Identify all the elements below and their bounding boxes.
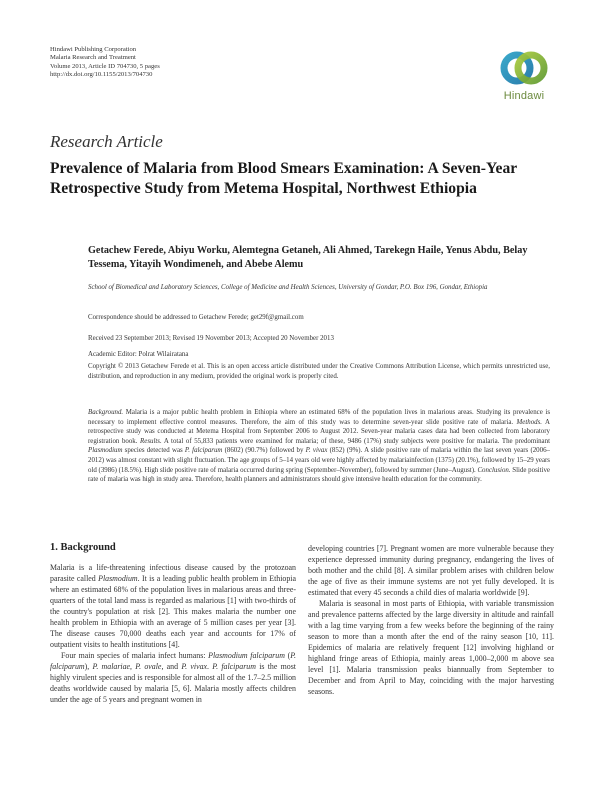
- text-run: ,: [130, 662, 136, 671]
- hindawi-logo-icon: [496, 44, 552, 90]
- species-name: P. falciparum: [212, 662, 256, 671]
- body-column-right: [308, 543, 554, 697]
- history-dates: Received 23 September 2013; Revised 19 November 2013; Accepted 20 November 2013: [88, 335, 334, 342]
- body-column-left: [50, 562, 296, 705]
- abstract-results-d: (852) (9%). A slide positive rate of malaria within the last seven years (2006–2012) was almost constant with slight fluctuation. The age groups of 5–14 years old were highly affected by malariainfection (1375) (20.1%), followed by 15–29 years old (3986) (18.5%). High slide positive rate of malaria occurred during spring (September–November), followed by summer (June–August).: [88, 447, 550, 474]
- hindawi-logo: [496, 44, 552, 110]
- author-list: Getachew Ferede, Abiyu Worku, Alemtegna Getaneh, Ali Ahmed, Tarekegn Haile, Yenus Abdu, Belay Tessema, Yitayih Wondimeneh, and Abebe Alemu: [88, 245, 528, 270]
- publisher: Hindawi Publishing Corporation: [50, 46, 137, 53]
- species-name: Plasmodium falciparum: [208, 651, 285, 660]
- abstract-pf: P. falciparum: [184, 447, 223, 455]
- abstract-background-label: Background.: [88, 409, 124, 416]
- academic-editor: Academic Editor: Polrat Wilairatana: [88, 351, 189, 358]
- abstract-results-c: (8602) (90.7%) followed by: [222, 447, 306, 455]
- abstract-conclusion-label: Conclusion.: [477, 466, 511, 474]
- text-run: . It is a leading public health problem in Ethiopia where an estimated 68% of the population lives in malarious areas and three-quarters of the total land mass is regarded as malarious [1] with two-thirds of the country's population at risk [2]. This makes malaria the number one health problem in Ethiopia with an average of 5 million cases per year [3]. The disease causes 70,000 deaths each year and accounts for 17% of outpatient visits to health institutions [4].: [50, 574, 296, 649]
- paragraph: [50, 650, 296, 705]
- text-run: is the most highly virulent species and is responsible for almost all of the 1.7–2.5 million deaths worldwide caused by malaria [5, 6]. Malaria mostly affects children under the age of 5 years and pregnant women in: [50, 662, 296, 704]
- species-name: P. malariae: [92, 662, 131, 671]
- abstract-pv: P. vivax: [305, 447, 328, 455]
- article-type: Research Article: [50, 132, 163, 151]
- abstract: [88, 408, 550, 485]
- abstract-results-b: species detected was: [122, 447, 185, 455]
- text-run: .: [207, 662, 213, 671]
- abstract-methods-label: Methods.: [516, 418, 542, 426]
- paragraph: [50, 562, 296, 650]
- journal-header: [50, 46, 160, 80]
- section-heading: 1. Background: [50, 542, 116, 553]
- hindawi-logo-text: Hindawi: [503, 90, 545, 102]
- abstract-results-label: Results.: [140, 437, 162, 445]
- text-run: Malaria is a life-threatening infectious disease caused by the protozoan parasite called: [50, 563, 296, 583]
- species-name: P. falciparum: [50, 651, 296, 671]
- paragraph: Malaria is seasonal in most parts of Ethiopia, with variable transmission and prevalence patterns affected by the large diversity in altitude and rainfall with a lag time varying from a few weeks before the beginning of the rainy season to more than a month after the end of the rainy season [10, 11]. Epidemics of malaria are relatively frequent [12] involving highland or highland fringe areas of Ethiopia, mainly areas 1,000–2,000 m above sea level [1]. Malaria transmission peaks biannually from September to December and from April to May, coinciding with the major harvesting seasons.: [308, 599, 554, 696]
- species-name: P. ovale: [135, 662, 162, 671]
- article-title: Prevalence of Malaria from Blood Smears Examination: A Seven-Year Retrospective Study from Metema Hospital, Northwest Ethiopia: [50, 160, 517, 197]
- text-run: ),: [84, 662, 93, 671]
- species-name: Plasmodium: [98, 574, 138, 583]
- abstract-conclusion: Slide positive rate of malaria was high in study area. Therefore, health planners and administrators should give intensive health education for the community.: [88, 466, 550, 484]
- volume-info: Volume 2013, Article ID 704730, 5 pages: [50, 62, 160, 70]
- journal-name: Malaria Research and Treatment: [50, 54, 136, 62]
- species-name: P. vivax: [181, 662, 208, 671]
- copyright-notice: Copyright © 2013 Getachew Ferede et al. This is an open access article distributed under the Creative Commons Attribution License, which permits unrestricted use, distribution, and reproduction in any medium, provided the original work is properly cited.: [88, 363, 550, 380]
- abstract-background: Malaria is a major public health problem in Ethiopia where an estimated 68% of the population lives in malarious areas. Studying its prevalence is necessary to implement effective control measures. Therefore, the aim of this study was to determine seven-year slide positive rate of malaria.: [88, 409, 550, 426]
- paragraph: developing countries [7]. Pregnant women are more vulnerable because they experience depressed immunity during pregnancy, endangering the lives of both mother and the child [8]. A similar problem arises with children below the age of five as their immune systems are not yet fully developed. It is estimated that every 45 seconds a child dies of malaria worldwide [9].: [308, 544, 554, 597]
- abstract-plasmodium: Plasmodium: [88, 447, 123, 455]
- doi-link[interactable]: http://dx.doi.org/10.1155/2013/704730: [50, 71, 153, 79]
- text-run: Four main species of malaria infect humans:: [61, 651, 209, 660]
- text-run: (: [284, 651, 291, 660]
- abstract-results-a: A total of 55,833 patients were examined for malaria; of these, 9486 (17%) study subjects were positive for malaria. The predominant: [161, 437, 550, 445]
- text-run: , and: [161, 662, 182, 671]
- affiliation: School of Biomedical and Laboratory Sciences, College of Medicine and Health Sciences, University of Gondar, P.O. Box 196, Gondar, Ethiopia: [88, 284, 488, 291]
- abstract-methods: A retrospective study was conducted at Metema Hospital from September 2006 to August 2012. Seven-year malaria cases data had been collected from laboratory registration book.: [88, 418, 550, 445]
- correspondence: Correspondence should be addressed to Getachew Ferede; get29f@gmail.com: [88, 314, 304, 321]
